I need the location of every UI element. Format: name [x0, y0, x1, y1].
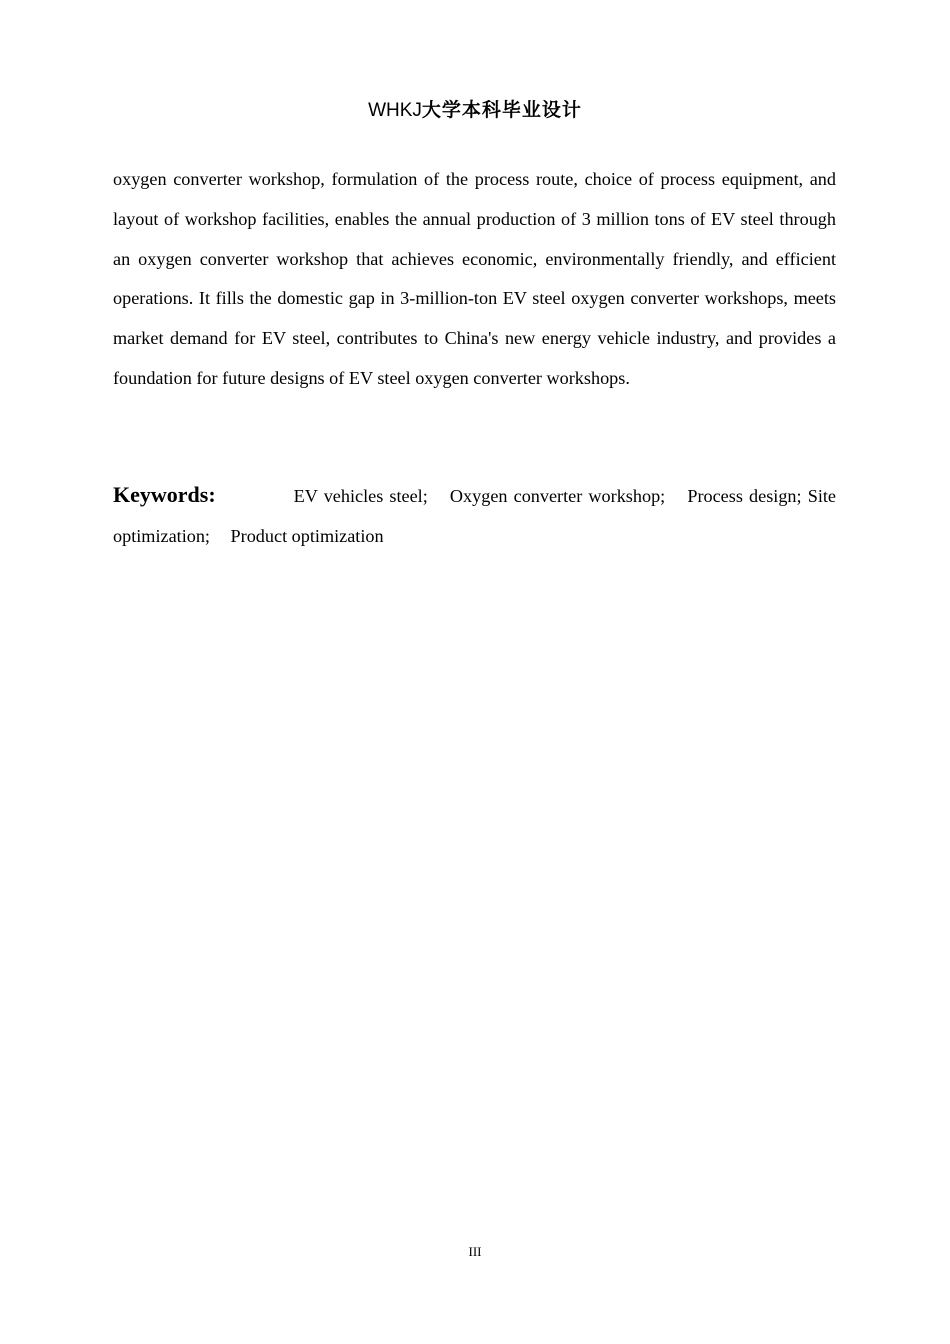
page-header-title: [0, 95, 950, 122]
keywords-label: Keywords:: [113, 482, 216, 507]
keyword-item: Oxygen converter workshop;: [449, 486, 666, 506]
keyword-item: Site optimization;: [113, 486, 836, 546]
keyword-item: Process design;: [687, 486, 802, 506]
header-title-cjk: 大学本科毕业设计: [421, 99, 582, 121]
keywords-section: [113, 475, 836, 557]
keyword-item: EV vehicles steel;: [293, 486, 428, 506]
abstract-paragraph: oxygen converter workshop, formulation of the process route, choice of process equipment, and layout of workshop facilities, enables the annual production of 3 million tons of EV steel through an oxygen converter workshop that achieves economic, environmentally friendly, and efficient operations. It fills the domestic gap in 3-million-ton EV steel oxygen converter workshops, meets market demand for EV steel, contributes to China's new energy vehicle industry, and provides a foundation for future designs of EV steel oxygen converter workshops.: [113, 169, 836, 388]
keyword-item: Product optimization: [230, 525, 384, 546]
header-title-latin: WHKJ: [368, 100, 422, 121]
page-number: III: [468, 1244, 482, 1259]
